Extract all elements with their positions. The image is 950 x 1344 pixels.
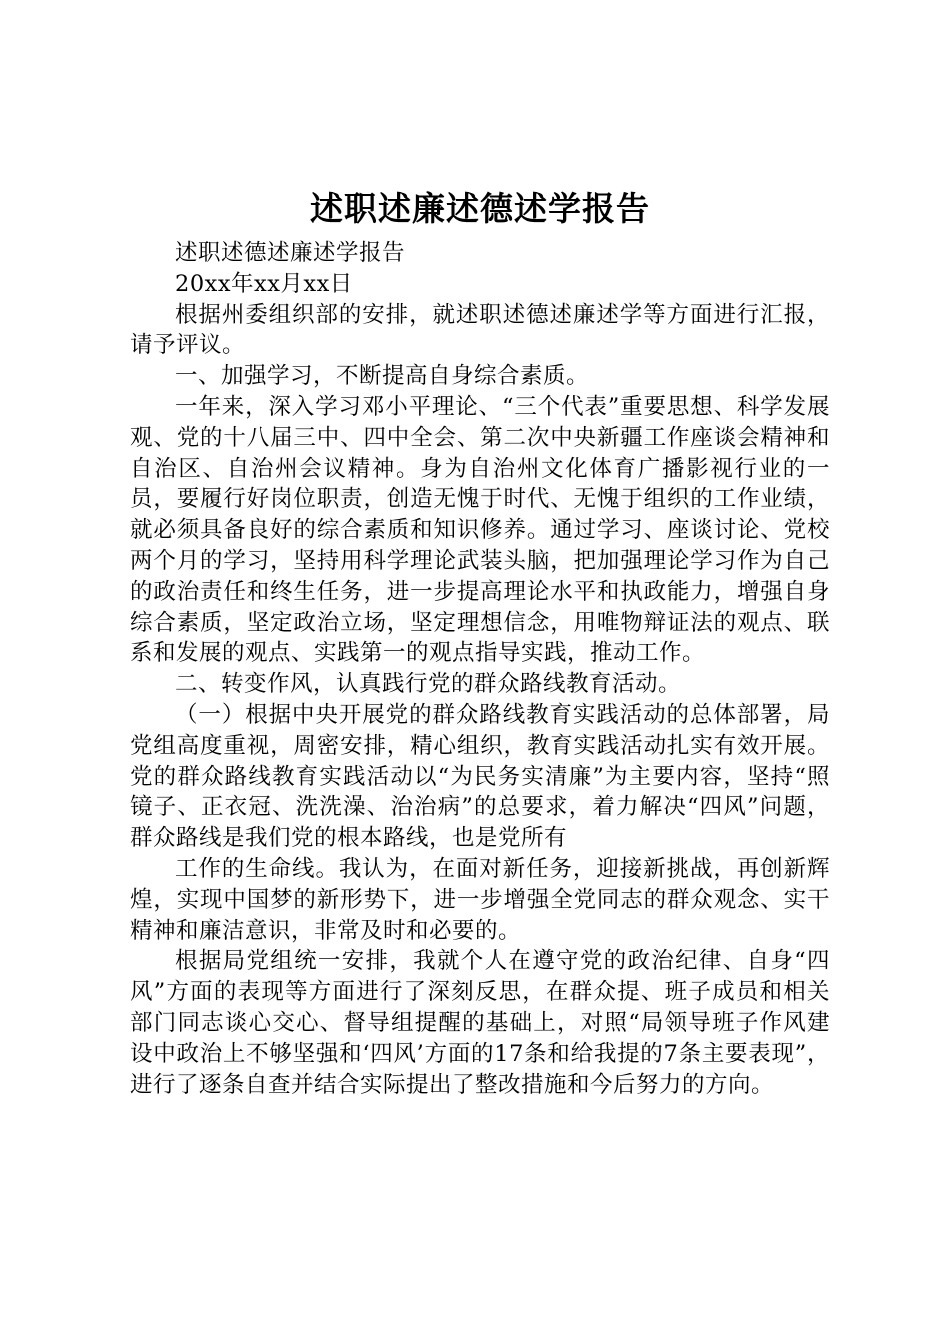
subtitle-paragraph: 述职述德述廉述学报告 — [175, 240, 406, 266]
document-body — [130, 238, 830, 1100]
intro-paragraph: 根据州委组织部的安排，就述职述德述廉述学等方面进行汇报，请予评议。 — [130, 301, 830, 359]
document-title: 述职述廉述德述学报告 — [310, 189, 650, 228]
body-paragraph: 工作的生命线。我认为，在面对新任务，迎接新挑战，再创新辉煌，实现中国梦的新形势下，进一步增强全党同志的群众观念、实干精神和廉洁意识，非常及时和必要的。 — [130, 855, 830, 944]
document-page — [130, 0, 830, 1100]
section-heading-2: 二、转变作风，认真践行党的群众路线教育活动。 — [175, 671, 682, 698]
body-paragraph: 一年来，深入学习邓小平理论、“三个代表”重要思想、科学发展观、党的十八届三中、四中全会、第二次中央新疆工作座谈会精神和自治区、自治州会议精神。身为自治州文化体育广播影视行业的一员，要履行好岗位职责，创造无愧于时代、无愧于组织的工作业绩，就必须具备良好的综合素质和知识修养。通过学习、座谈讨论、党校两个月的学习，坚持用科学理论武装头脑，把加强理论学习作为自己的政治责任和终生任务，进一步提高理论水平和执政能力，增强自身综合素质，坚定政治立场，坚定理想信念，用唯物辩证法的观点、联系和发展的观点、实践第一的观点指导实践，推动工作。 — [130, 393, 830, 667]
body-paragraph: 根据局党组统一安排，我就个人在遵守党的政治纪律、自身“四风”方面的表现等方面进行了深刻反思，在群众提、班子成员和相关部门同志谈心交心、督导组提醒的基础上，对照“局领导班子作风建设中政治上不够坚强和‘四风’方面的17条和给我提的7条主要表现”，进行了逐条自查并结合实际提出了整改措施和今后努力的方向。 — [130, 948, 830, 1098]
body-paragraph: （一）根据中央开展党的群众路线教育实践活动的总体部署，局党组高度重视，周密安排，精心组织，教育实践活动扎实有效开展。党的群众路线教育实践活动以“为民务实清廉”为主要内容，坚持“照镜子、正衣冠、洗洗澡、治治病”的总要求，着力解决“四风”问题，群众路线是我们党的根本路线，也是党所有 — [130, 701, 830, 852]
date-paragraph: 20xx年xx月xx日 — [175, 270, 353, 297]
section-heading-1: 一、加强学习，不断提高自身综合素质。 — [175, 363, 590, 390]
